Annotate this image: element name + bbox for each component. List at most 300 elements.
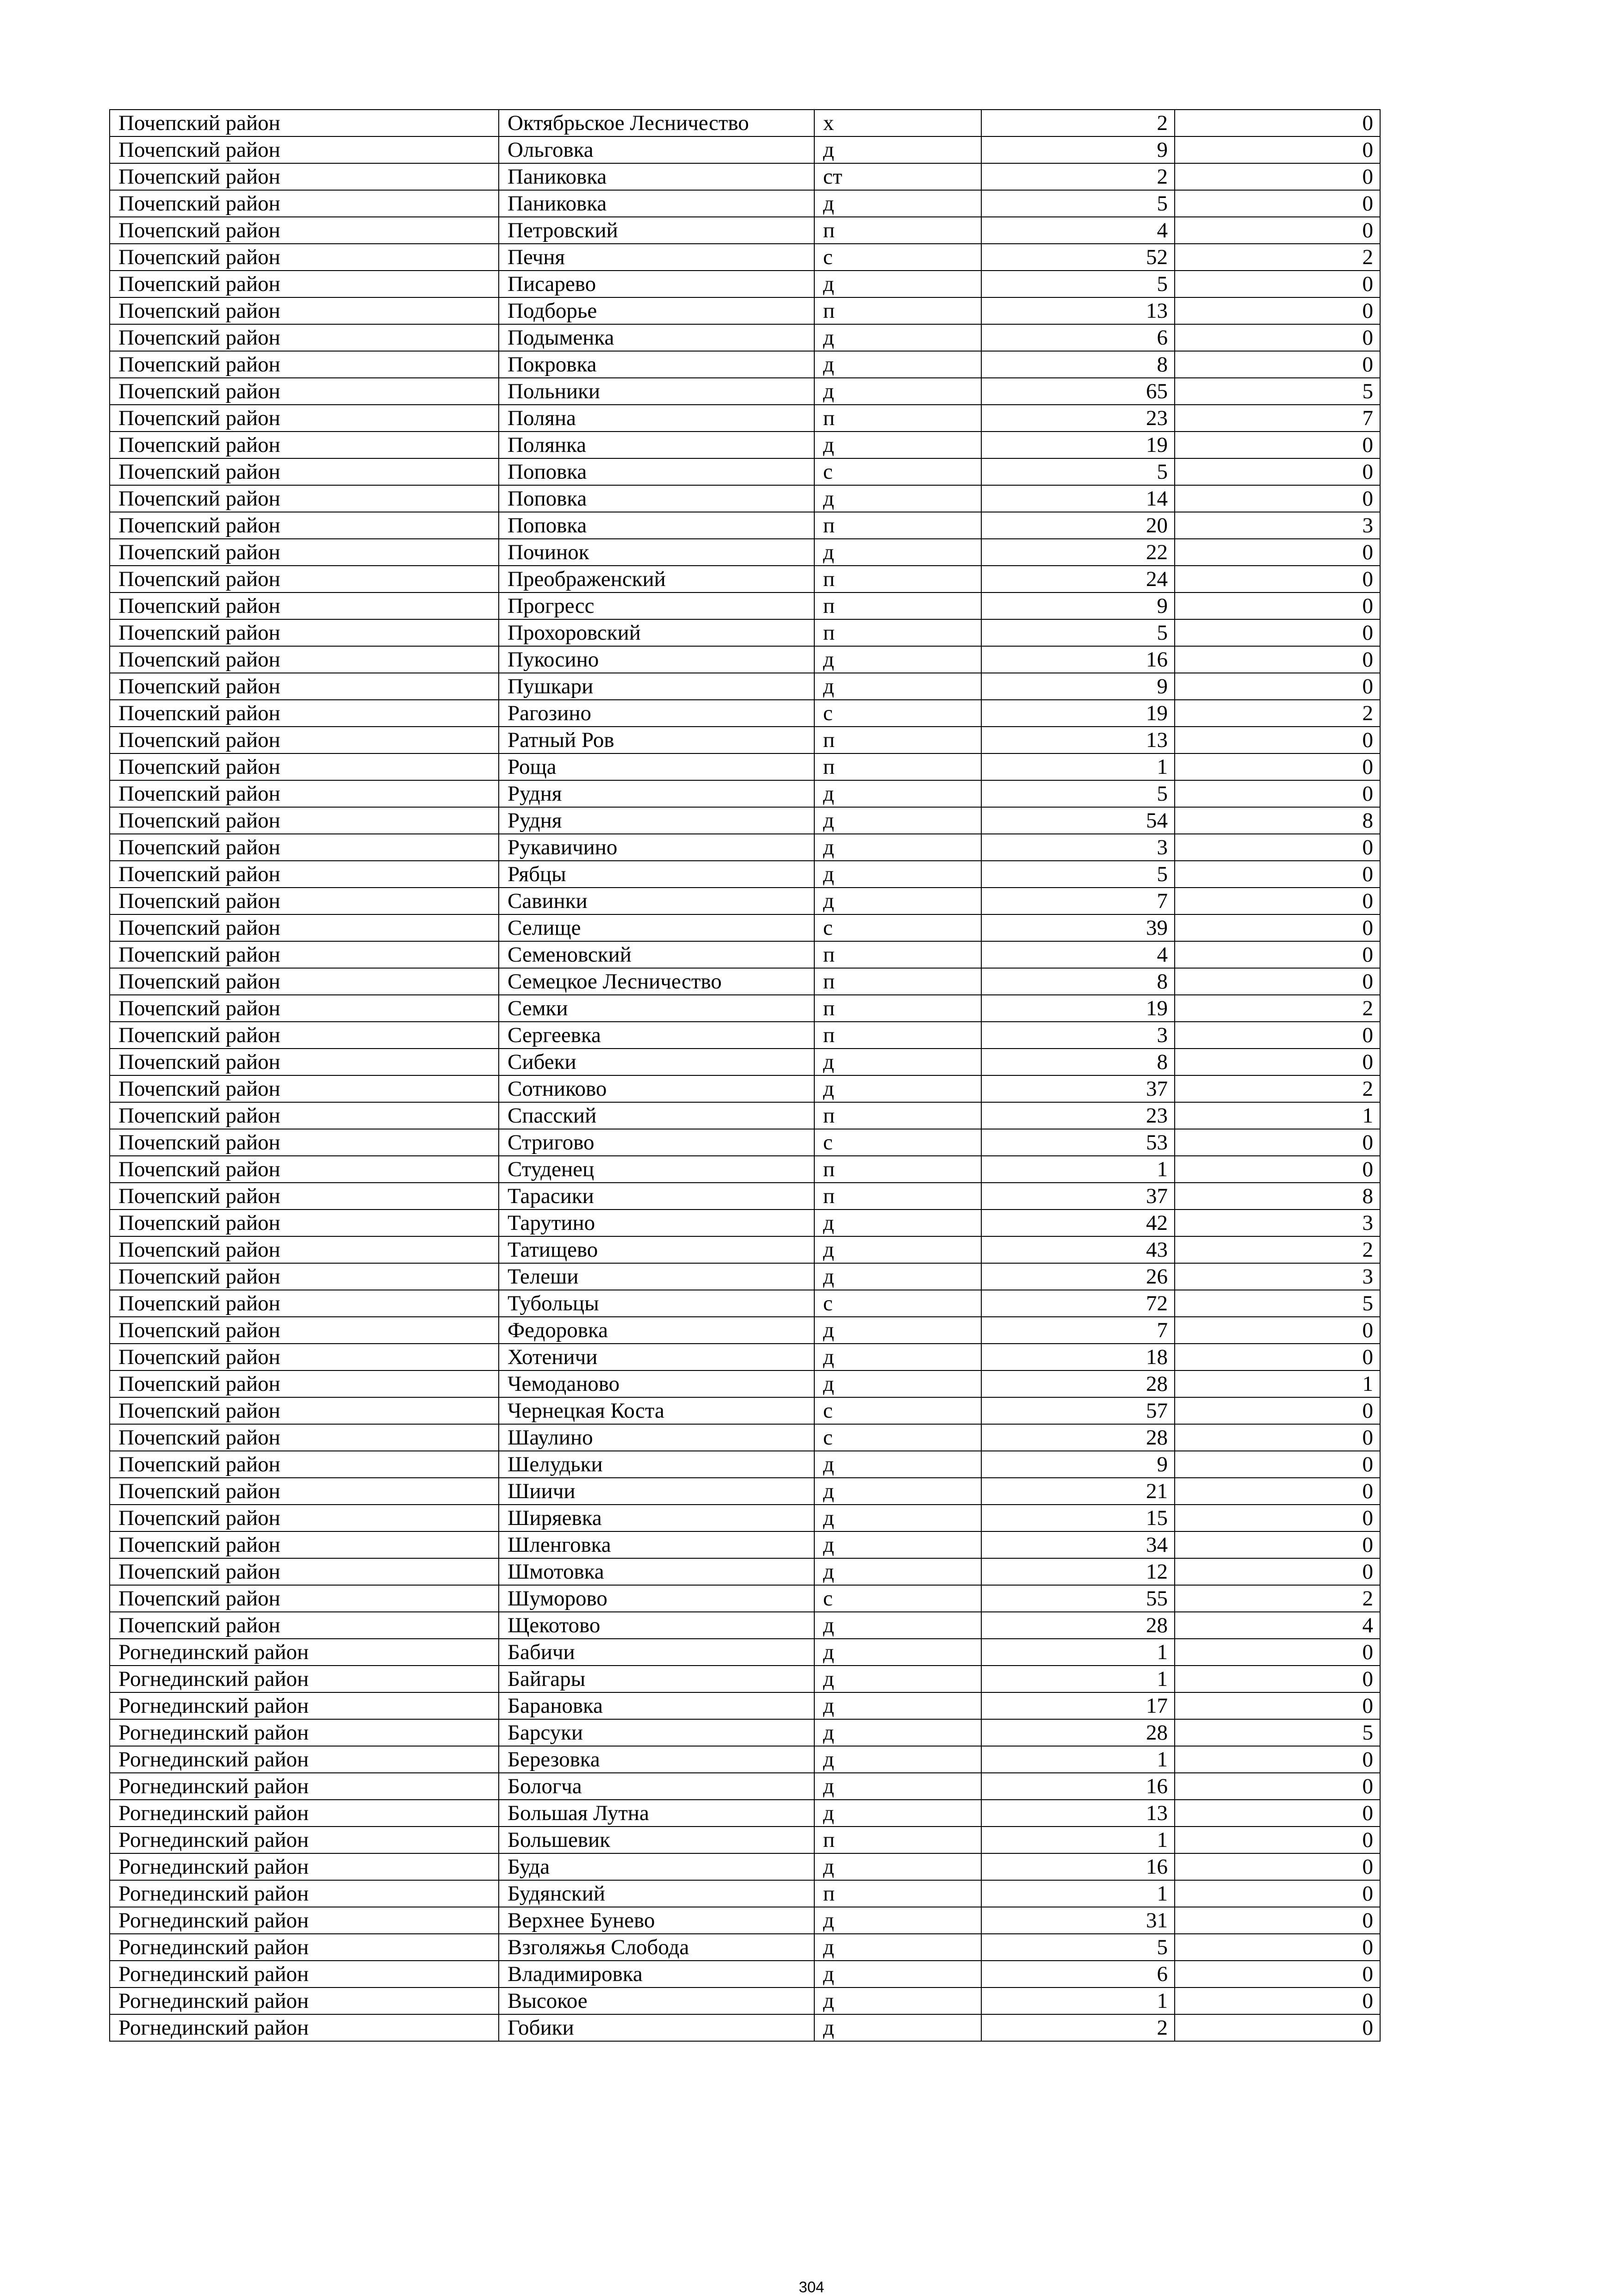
value-1-cell: 1 (981, 1827, 1175, 1853)
table-row (110, 512, 1380, 539)
table-row (110, 190, 1380, 217)
settlement-name-cell: Ольговка (499, 136, 814, 163)
district-cell: Рогнединский район (110, 1692, 499, 1719)
value-2-cell: 0 (1175, 1505, 1380, 1531)
district-cell: Почепский район (110, 1022, 499, 1049)
settlement-type-cell: д (814, 1639, 981, 1666)
settlement-type-cell: д (814, 1531, 981, 1558)
district-cell: Почепский район (110, 1478, 499, 1505)
district-cell: Почепский район (110, 593, 499, 619)
table-row (110, 485, 1380, 512)
district-cell: Почепский район (110, 727, 499, 753)
table-row (110, 1102, 1380, 1129)
value-2-cell: 0 (1175, 1317, 1380, 1344)
value-1-cell: 15 (981, 1505, 1175, 1531)
settlement-type-cell: д (814, 1692, 981, 1719)
table-row (110, 1505, 1380, 1531)
table-row (110, 1263, 1380, 1290)
table-row (110, 405, 1380, 432)
value-2-cell: 0 (1175, 1344, 1380, 1370)
value-1-cell: 4 (981, 941, 1175, 968)
value-1-cell: 9 (981, 593, 1175, 619)
settlement-type-cell: д (814, 673, 981, 700)
settlement-name-cell: Тарасики (499, 1183, 814, 1210)
table-row (110, 2014, 1380, 2041)
value-2-cell: 0 (1175, 1531, 1380, 1558)
value-2-cell: 0 (1175, 646, 1380, 673)
settlement-type-cell: ст (814, 163, 981, 190)
table-row (110, 136, 1380, 163)
settlement-name-cell: Барановка (499, 1692, 814, 1719)
value-2-cell: 2 (1175, 1075, 1380, 1102)
settlement-type-cell: с (814, 458, 981, 485)
district-cell: Рогнединский район (110, 1907, 499, 1934)
settlement-name-cell: Рагозино (499, 700, 814, 727)
value-1-cell: 17 (981, 1692, 1175, 1719)
value-1-cell: 2 (981, 163, 1175, 190)
table-row (110, 324, 1380, 351)
value-2-cell: 5 (1175, 1719, 1380, 1746)
value-1-cell: 5 (981, 780, 1175, 807)
value-2-cell: 0 (1175, 1558, 1380, 1585)
value-1-cell: 22 (981, 539, 1175, 566)
value-1-cell: 7 (981, 1317, 1175, 1344)
settlement-name-cell: Починок (499, 539, 814, 566)
settlement-name-cell: Поповка (499, 512, 814, 539)
district-cell: Рогнединский район (110, 1987, 499, 2014)
settlement-type-cell: п (814, 968, 981, 995)
table-row (110, 1183, 1380, 1210)
value-1-cell: 1 (981, 753, 1175, 780)
table-row (110, 1075, 1380, 1102)
settlement-name-cell: Октябрьское Лесничество (499, 110, 814, 136)
value-2-cell: 0 (1175, 1049, 1380, 1075)
district-cell: Почепский район (110, 673, 499, 700)
settlement-type-cell: п (814, 1183, 981, 1210)
table-row (110, 1290, 1380, 1317)
settlement-type-cell: х (814, 110, 981, 136)
table-row (110, 1612, 1380, 1639)
settlement-type-cell: д (814, 1478, 981, 1505)
value-2-cell: 0 (1175, 727, 1380, 753)
settlement-name-cell: Шелудьки (499, 1451, 814, 1478)
district-cell: Почепский район (110, 244, 499, 271)
value-1-cell: 13 (981, 297, 1175, 324)
settlement-name-cell: Большевик (499, 1827, 814, 1853)
settlement-type-cell: д (814, 1746, 981, 1773)
settlement-name-cell: Гобики (499, 2014, 814, 2041)
settlement-type-cell: д (814, 136, 981, 163)
value-2-cell: 0 (1175, 1156, 1380, 1183)
table-row (110, 378, 1380, 405)
settlement-name-cell: Сергеевка (499, 1022, 814, 1049)
settlement-type-cell: д (814, 1049, 981, 1075)
settlement-name-cell: Писарево (499, 271, 814, 297)
value-2-cell: 0 (1175, 834, 1380, 861)
value-1-cell: 16 (981, 1853, 1175, 1880)
value-2-cell: 0 (1175, 1987, 1380, 2014)
value-2-cell: 0 (1175, 619, 1380, 646)
table-row (110, 1987, 1380, 2014)
district-cell: Почепский район (110, 1263, 499, 1290)
value-1-cell: 1 (981, 1880, 1175, 1907)
table-row (110, 1773, 1380, 1800)
table-row (110, 1478, 1380, 1505)
value-1-cell: 19 (981, 432, 1175, 458)
settlement-name-cell: Шуморово (499, 1585, 814, 1612)
value-1-cell: 53 (981, 1129, 1175, 1156)
value-1-cell: 34 (981, 1531, 1175, 1558)
table-row (110, 1022, 1380, 1049)
settlement-type-cell: п (814, 1102, 981, 1129)
settlement-name-cell: Поповка (499, 458, 814, 485)
district-cell: Почепский район (110, 1531, 499, 1558)
value-2-cell: 0 (1175, 324, 1380, 351)
value-1-cell: 9 (981, 136, 1175, 163)
district-cell: Рогнединский район (110, 1746, 499, 1773)
settlement-type-cell: д (814, 539, 981, 566)
settlement-type-cell: д (814, 780, 981, 807)
table-row (110, 807, 1380, 834)
settlement-name-cell: Роща (499, 753, 814, 780)
district-cell: Рогнединский район (110, 1773, 499, 1800)
value-2-cell: 2 (1175, 244, 1380, 271)
settlement-type-cell: д (814, 1773, 981, 1800)
value-2-cell: 0 (1175, 941, 1380, 968)
settlement-name-cell: Польники (499, 378, 814, 405)
value-2-cell: 0 (1175, 1907, 1380, 1934)
value-2-cell: 0 (1175, 432, 1380, 458)
table-row (110, 673, 1380, 700)
district-cell: Рогнединский район (110, 1853, 499, 1880)
value-1-cell: 1 (981, 1639, 1175, 1666)
table-row (110, 1156, 1380, 1183)
table-row (110, 458, 1380, 485)
district-cell: Почепский район (110, 566, 499, 593)
table-row (110, 244, 1380, 271)
district-cell: Почепский район (110, 378, 499, 405)
district-cell: Почепский район (110, 190, 499, 217)
settlement-name-cell: Бабичи (499, 1639, 814, 1666)
value-1-cell: 8 (981, 968, 1175, 995)
value-2-cell: 2 (1175, 700, 1380, 727)
table-row (110, 995, 1380, 1022)
table-row (110, 1451, 1380, 1478)
settlement-name-cell: Верхнее Бунево (499, 1907, 814, 1934)
district-cell: Почепский район (110, 163, 499, 190)
district-cell: Почепский район (110, 1183, 499, 1210)
settlement-type-cell: д (814, 351, 981, 378)
table-row (110, 1424, 1380, 1451)
value-1-cell: 18 (981, 1344, 1175, 1370)
settlement-name-cell: Савинки (499, 888, 814, 914)
value-2-cell: 5 (1175, 378, 1380, 405)
settlement-type-cell: п (814, 297, 981, 324)
table-row (110, 727, 1380, 753)
settlement-name-cell: Сотниково (499, 1075, 814, 1102)
value-2-cell: 1 (1175, 1102, 1380, 1129)
table-row (110, 1236, 1380, 1263)
value-1-cell: 16 (981, 1773, 1175, 1800)
settlement-name-cell: Паниковка (499, 163, 814, 190)
settlement-type-cell: д (814, 1505, 981, 1531)
value-1-cell: 8 (981, 351, 1175, 378)
district-cell: Рогнединский район (110, 1934, 499, 1961)
settlement-type-cell: д (814, 1800, 981, 1827)
settlement-name-cell: Покровка (499, 351, 814, 378)
value-2-cell: 0 (1175, 110, 1380, 136)
district-cell: Почепский район (110, 271, 499, 297)
settlement-type-cell: п (814, 1022, 981, 1049)
value-1-cell: 9 (981, 673, 1175, 700)
table-body (110, 110, 1380, 2041)
value-2-cell: 3 (1175, 512, 1380, 539)
district-cell: Почепский район (110, 1210, 499, 1236)
settlement-type-cell: д (814, 834, 981, 861)
district-cell: Рогнединский район (110, 1827, 499, 1853)
district-cell: Почепский район (110, 217, 499, 244)
value-2-cell: 5 (1175, 1290, 1380, 1317)
settlement-name-cell: Подборье (499, 297, 814, 324)
value-1-cell: 19 (981, 700, 1175, 727)
settlement-type-cell: д (814, 1612, 981, 1639)
district-cell: Рогнединский район (110, 1800, 499, 1827)
value-2-cell: 0 (1175, 190, 1380, 217)
settlement-name-cell: Федоровка (499, 1317, 814, 1344)
value-1-cell: 5 (981, 861, 1175, 888)
table-row (110, 163, 1380, 190)
district-cell: Почепский район (110, 1612, 499, 1639)
value-2-cell: 0 (1175, 673, 1380, 700)
value-1-cell: 12 (981, 1558, 1175, 1585)
district-cell: Почепский район (110, 512, 499, 539)
settlement-name-cell: Прохоровский (499, 619, 814, 646)
settlement-name-cell: Буда (499, 1853, 814, 1880)
value-1-cell: 3 (981, 1022, 1175, 1049)
value-1-cell: 4 (981, 217, 1175, 244)
district-cell: Почепский район (110, 753, 499, 780)
value-1-cell: 24 (981, 566, 1175, 593)
settlement-type-cell: д (814, 1370, 981, 1397)
district-cell: Почепский район (110, 1344, 499, 1370)
value-1-cell: 1 (981, 1746, 1175, 1773)
settlement-type-cell: с (814, 1397, 981, 1424)
value-1-cell: 5 (981, 619, 1175, 646)
district-cell: Почепский район (110, 1236, 499, 1263)
district-cell: Почепский район (110, 1102, 499, 1129)
table-row (110, 888, 1380, 914)
value-1-cell: 31 (981, 1907, 1175, 1934)
table-row (110, 432, 1380, 458)
district-cell: Почепский район (110, 1156, 499, 1183)
district-cell: Почепский район (110, 700, 499, 727)
table-row (110, 566, 1380, 593)
district-cell: Почепский район (110, 1505, 499, 1531)
table-row (110, 1344, 1380, 1370)
table-row (110, 1827, 1380, 1853)
table-row (110, 861, 1380, 888)
value-2-cell: 0 (1175, 1961, 1380, 1987)
district-cell: Почепский район (110, 405, 499, 432)
settlement-name-cell: Шиичи (499, 1478, 814, 1505)
value-2-cell: 0 (1175, 297, 1380, 324)
settlement-name-cell: Семецкое Лесничество (499, 968, 814, 995)
value-2-cell: 3 (1175, 1263, 1380, 1290)
settlement-name-cell: Рябцы (499, 861, 814, 888)
value-1-cell: 54 (981, 807, 1175, 834)
value-2-cell: 8 (1175, 1183, 1380, 1210)
settlement-type-cell: д (814, 1719, 981, 1746)
value-2-cell: 0 (1175, 163, 1380, 190)
settlement-name-cell: Семеновский (499, 941, 814, 968)
settlement-type-cell: с (814, 1129, 981, 1156)
value-1-cell: 26 (981, 1263, 1175, 1290)
value-1-cell: 2 (981, 110, 1175, 136)
value-1-cell: 13 (981, 727, 1175, 753)
settlement-type-cell: с (814, 1585, 981, 1612)
district-cell: Почепский район (110, 485, 499, 512)
value-2-cell: 0 (1175, 1746, 1380, 1773)
value-1-cell: 6 (981, 324, 1175, 351)
page-number: 304 (799, 2278, 824, 2296)
settlement-name-cell: Шаулино (499, 1424, 814, 1451)
value-1-cell: 57 (981, 1397, 1175, 1424)
table-row (110, 1585, 1380, 1612)
district-cell: Почепский район (110, 324, 499, 351)
settlement-name-cell: Тубольцы (499, 1290, 814, 1317)
settlement-type-cell: с (814, 700, 981, 727)
value-1-cell: 21 (981, 1478, 1175, 1505)
value-2-cell: 0 (1175, 1853, 1380, 1880)
district-cell: Почепский район (110, 995, 499, 1022)
table-row (110, 1531, 1380, 1558)
district-cell: Почепский район (110, 136, 499, 163)
district-cell: Почепский район (110, 1451, 499, 1478)
district-cell: Почепский район (110, 619, 499, 646)
value-2-cell: 0 (1175, 914, 1380, 941)
value-1-cell: 9 (981, 1451, 1175, 1478)
settlement-type-cell: д (814, 888, 981, 914)
district-cell: Почепский район (110, 646, 499, 673)
value-1-cell: 72 (981, 1290, 1175, 1317)
settlement-name-cell: Поляна (499, 405, 814, 432)
district-cell: Рогнединский район (110, 1639, 499, 1666)
table-row (110, 1907, 1380, 1934)
value-1-cell: 42 (981, 1210, 1175, 1236)
value-1-cell: 3 (981, 834, 1175, 861)
district-cell: Рогнединский район (110, 1666, 499, 1692)
value-1-cell: 8 (981, 1049, 1175, 1075)
table-row (110, 1961, 1380, 1987)
settlement-type-cell: д (814, 432, 981, 458)
value-2-cell: 0 (1175, 1773, 1380, 1800)
value-2-cell: 0 (1175, 861, 1380, 888)
value-2-cell: 0 (1175, 1934, 1380, 1961)
district-cell: Почепский район (110, 110, 499, 136)
settlement-type-cell: п (814, 405, 981, 432)
settlement-type-cell: п (814, 1880, 981, 1907)
settlement-type-cell: п (814, 727, 981, 753)
value-2-cell: 7 (1175, 405, 1380, 432)
settlement-name-cell: Ратный Ров (499, 727, 814, 753)
settlement-name-cell: Паниковка (499, 190, 814, 217)
settlement-type-cell: д (814, 807, 981, 834)
settlement-name-cell: Владимировка (499, 1961, 814, 1987)
district-cell: Почепский район (110, 1290, 499, 1317)
value-1-cell: 1 (981, 1987, 1175, 2014)
table-row (110, 1397, 1380, 1424)
district-cell: Почепский район (110, 458, 499, 485)
settlement-type-cell: п (814, 995, 981, 1022)
value-1-cell: 55 (981, 1585, 1175, 1612)
district-cell: Почепский район (110, 1075, 499, 1102)
value-2-cell: 2 (1175, 1585, 1380, 1612)
table-row (110, 217, 1380, 244)
table-row (110, 351, 1380, 378)
district-cell: Почепский район (110, 1424, 499, 1451)
settlement-name-cell: Полянка (499, 432, 814, 458)
table-row (110, 1934, 1380, 1961)
settlement-name-cell: Шленговка (499, 1531, 814, 1558)
settlement-name-cell: Высокое (499, 1987, 814, 2014)
settlement-type-cell: д (814, 271, 981, 297)
value-1-cell: 5 (981, 190, 1175, 217)
district-cell: Рогнединский район (110, 2014, 499, 2041)
value-2-cell: 0 (1175, 1827, 1380, 1853)
district-cell: Почепский район (110, 432, 499, 458)
value-2-cell: 0 (1175, 1424, 1380, 1451)
value-1-cell: 28 (981, 1424, 1175, 1451)
value-1-cell: 2 (981, 2014, 1175, 2041)
table-row (110, 941, 1380, 968)
value-1-cell: 1 (981, 1666, 1175, 1692)
value-1-cell: 1 (981, 1156, 1175, 1183)
settlement-name-cell: Студенец (499, 1156, 814, 1183)
settlement-name-cell: Чернецкая Коста (499, 1397, 814, 1424)
settlement-name-cell: Березовка (499, 1746, 814, 1773)
district-cell: Почепский район (110, 888, 499, 914)
value-2-cell: 0 (1175, 2014, 1380, 2041)
district-cell: Рогнединский район (110, 1961, 499, 1987)
value-2-cell: 0 (1175, 351, 1380, 378)
value-2-cell: 2 (1175, 995, 1380, 1022)
value-2-cell: 4 (1175, 1612, 1380, 1639)
table-row (110, 539, 1380, 566)
value-2-cell: 0 (1175, 1022, 1380, 1049)
value-1-cell: 20 (981, 512, 1175, 539)
table-row (110, 834, 1380, 861)
value-2-cell: 3 (1175, 1210, 1380, 1236)
district-cell: Почепский район (110, 780, 499, 807)
district-cell: Почепский район (110, 1049, 499, 1075)
settlement-name-cell: Рукавичино (499, 834, 814, 861)
district-cell: Почепский район (110, 861, 499, 888)
value-1-cell: 28 (981, 1370, 1175, 1397)
value-1-cell: 39 (981, 914, 1175, 941)
table-row (110, 1692, 1380, 1719)
district-cell: Почепский район (110, 1397, 499, 1424)
value-2-cell: 0 (1175, 888, 1380, 914)
settlement-type-cell: д (814, 2014, 981, 2041)
settlement-type-cell: с (814, 1424, 981, 1451)
settlement-type-cell: д (814, 378, 981, 405)
settlement-name-cell: Телеши (499, 1263, 814, 1290)
value-2-cell: 0 (1175, 968, 1380, 995)
district-cell: Почепский район (110, 807, 499, 834)
settlement-name-cell: Байгары (499, 1666, 814, 1692)
table-row (110, 1853, 1380, 1880)
settlement-name-cell: Рудня (499, 807, 814, 834)
